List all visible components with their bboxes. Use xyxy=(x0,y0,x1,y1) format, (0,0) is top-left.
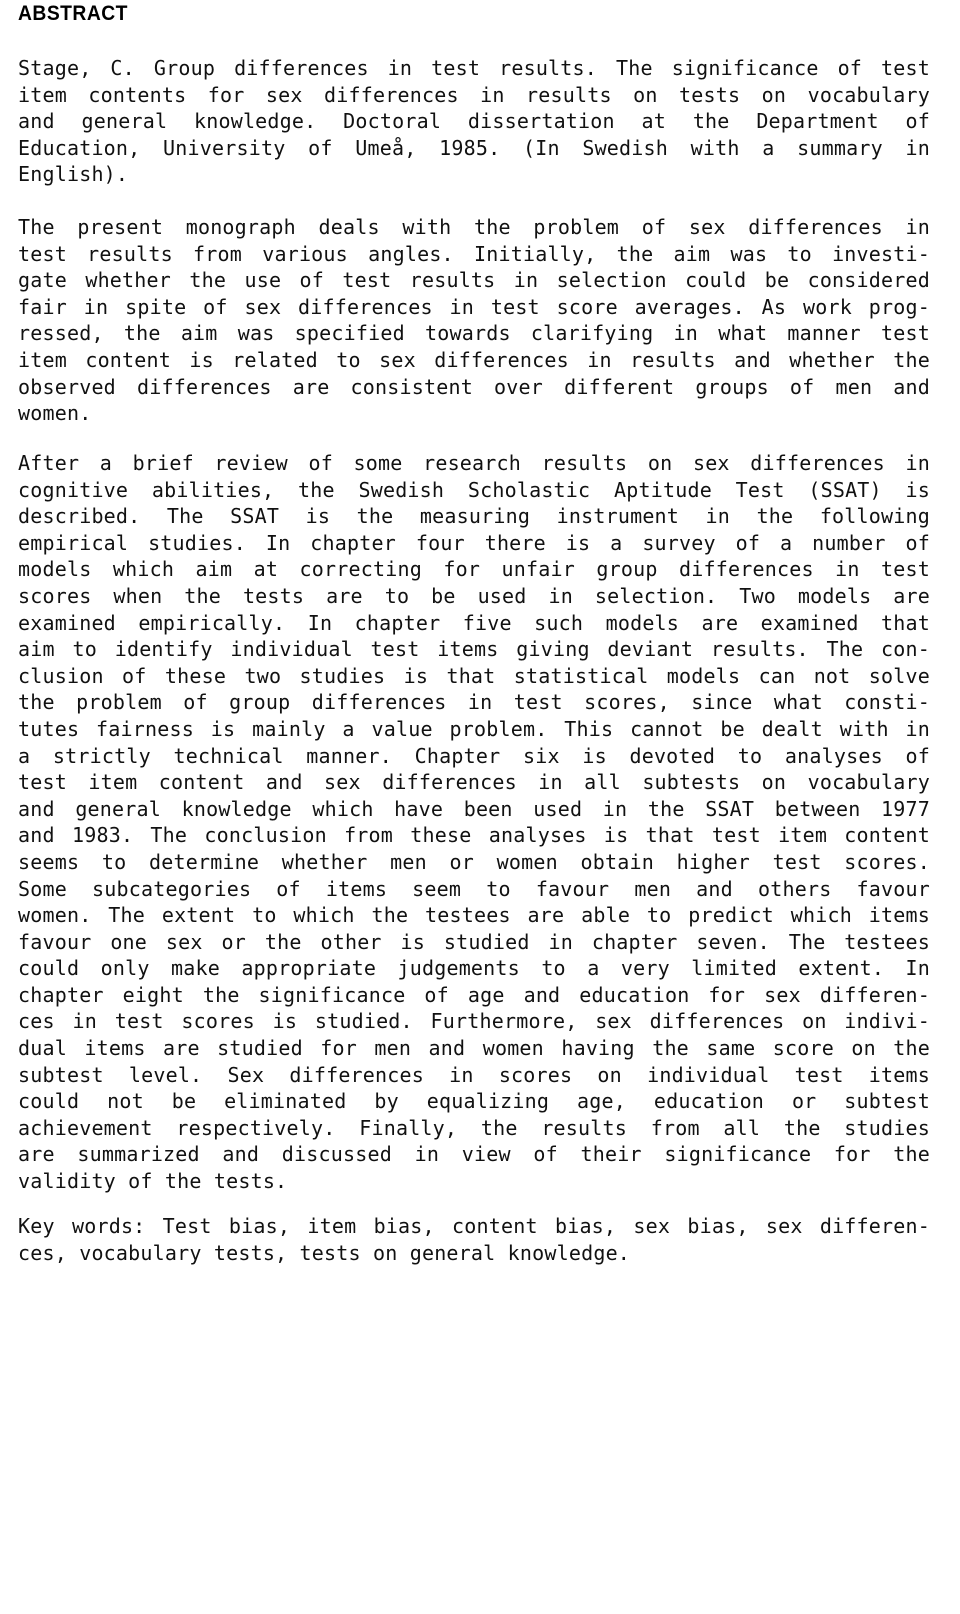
text-line: ces in test scores is studied. Furthermore, sex differences on indivi- xyxy=(18,1009,930,1034)
keywords-paragraph xyxy=(18,1213,930,1266)
text-line: English). xyxy=(18,162,129,187)
text-line: favour one sex or the other is studied in chapter seven. The testees xyxy=(18,929,930,954)
text-line: ressed, the aim was specified towards clarifying in what manner test xyxy=(18,321,930,346)
review-paragraph xyxy=(18,450,930,1195)
text-line: After a brief review of some research results on sex differences in xyxy=(18,451,930,475)
text-line: a strictly technical manner. Chapter six is devoted to analyses of xyxy=(18,743,930,768)
text-line: seems to determine whether men or women obtain higher test scores. xyxy=(18,849,930,874)
text-line: scores when the tests are to be used in selection. Two models are xyxy=(18,583,930,608)
text-line: fair in spite of sex differences in test score averages. As work prog- xyxy=(18,294,930,319)
intro-paragraph xyxy=(18,214,930,427)
text-line: test item content and sex differences in all subtests on vocabulary xyxy=(18,770,930,795)
text-line: could not be eliminated by equalizing age, education or subtest xyxy=(18,1089,930,1114)
text-line: cognitive abilities, the Swedish Scholastic Aptitude Test (SSAT) is xyxy=(18,477,930,502)
text-line: Some subcategories of items seem to favour men and others favour xyxy=(18,876,930,901)
text-line: subtest level. Sex differences in scores on individual test items xyxy=(18,1062,930,1087)
text-line: item contents for sex differences in results on tests on vocabulary xyxy=(18,82,930,107)
text-line: Education, University of Umeå, 1985. (In Swedish with a summary in xyxy=(18,135,930,160)
text-line: Key words: Test bias, item bias, content bias, sex bias, sex differen- xyxy=(18,1214,930,1238)
text-line: examined empirically. In chapter five such models are examined that xyxy=(18,610,930,635)
text-line: chapter eight the significance of age and education for sex differen- xyxy=(18,982,930,1007)
text-line: validity of the tests. xyxy=(18,1169,288,1194)
text-line: dual items are studied for men and women having the same score on the xyxy=(18,1036,930,1061)
text-line: the problem of group differences in test scores, since what consti- xyxy=(18,690,930,715)
text-line: observed differences are consistent over different groups of men and xyxy=(18,374,930,399)
text-line: gate whether the use of test results in selection could be considered xyxy=(18,268,930,293)
text-line: test results from various angles. Initially, the aim was to investi- xyxy=(18,241,930,266)
text-line: The present monograph deals with the problem of sex differences in xyxy=(18,215,930,239)
text-line: ces, vocabulary tests, tests on general knowledge. xyxy=(18,1240,631,1265)
text-line: achievement respectively. Finally, the results from all the studies xyxy=(18,1115,930,1140)
text-line: tutes fairness is mainly a value problem. This cannot be dealt with in xyxy=(18,716,930,741)
text-line: women. The extent to which the testees are able to predict which items xyxy=(18,903,930,928)
text-line: aim to identify individual test items giving deviant results. The con- xyxy=(18,637,930,662)
text-line: Stage, C. Group differences in test results. The significance of test xyxy=(18,56,930,80)
text-line: could only make appropriate judgements to a very limited extent. In xyxy=(18,956,930,981)
citation-paragraph xyxy=(18,55,930,188)
text-line: item content is related to sex differences in results and whether the xyxy=(18,347,930,372)
text-line: and general knowledge. Doctoral dissertation at the Department of xyxy=(18,109,930,134)
text-line: women. xyxy=(18,401,92,426)
text-line: models which aim at correcting for unfair group differences in test xyxy=(18,557,930,582)
text-line: clusion of these two studies is that statistical models can not solve xyxy=(18,663,930,688)
text-line: and 1983. The conclusion from these analyses is that test item content xyxy=(18,823,930,848)
abstract-heading: ABSTRACT xyxy=(18,2,128,25)
text-line: and general knowledge which have been used in the SSAT between 1977 xyxy=(18,796,930,821)
text-line: empirical studies. In chapter four there is a survey of a number of xyxy=(18,530,930,555)
text-line: are summarized and discussed in view of their significance for the xyxy=(18,1142,930,1167)
text-line: described. The SSAT is the measuring instrument in the following xyxy=(18,504,930,529)
